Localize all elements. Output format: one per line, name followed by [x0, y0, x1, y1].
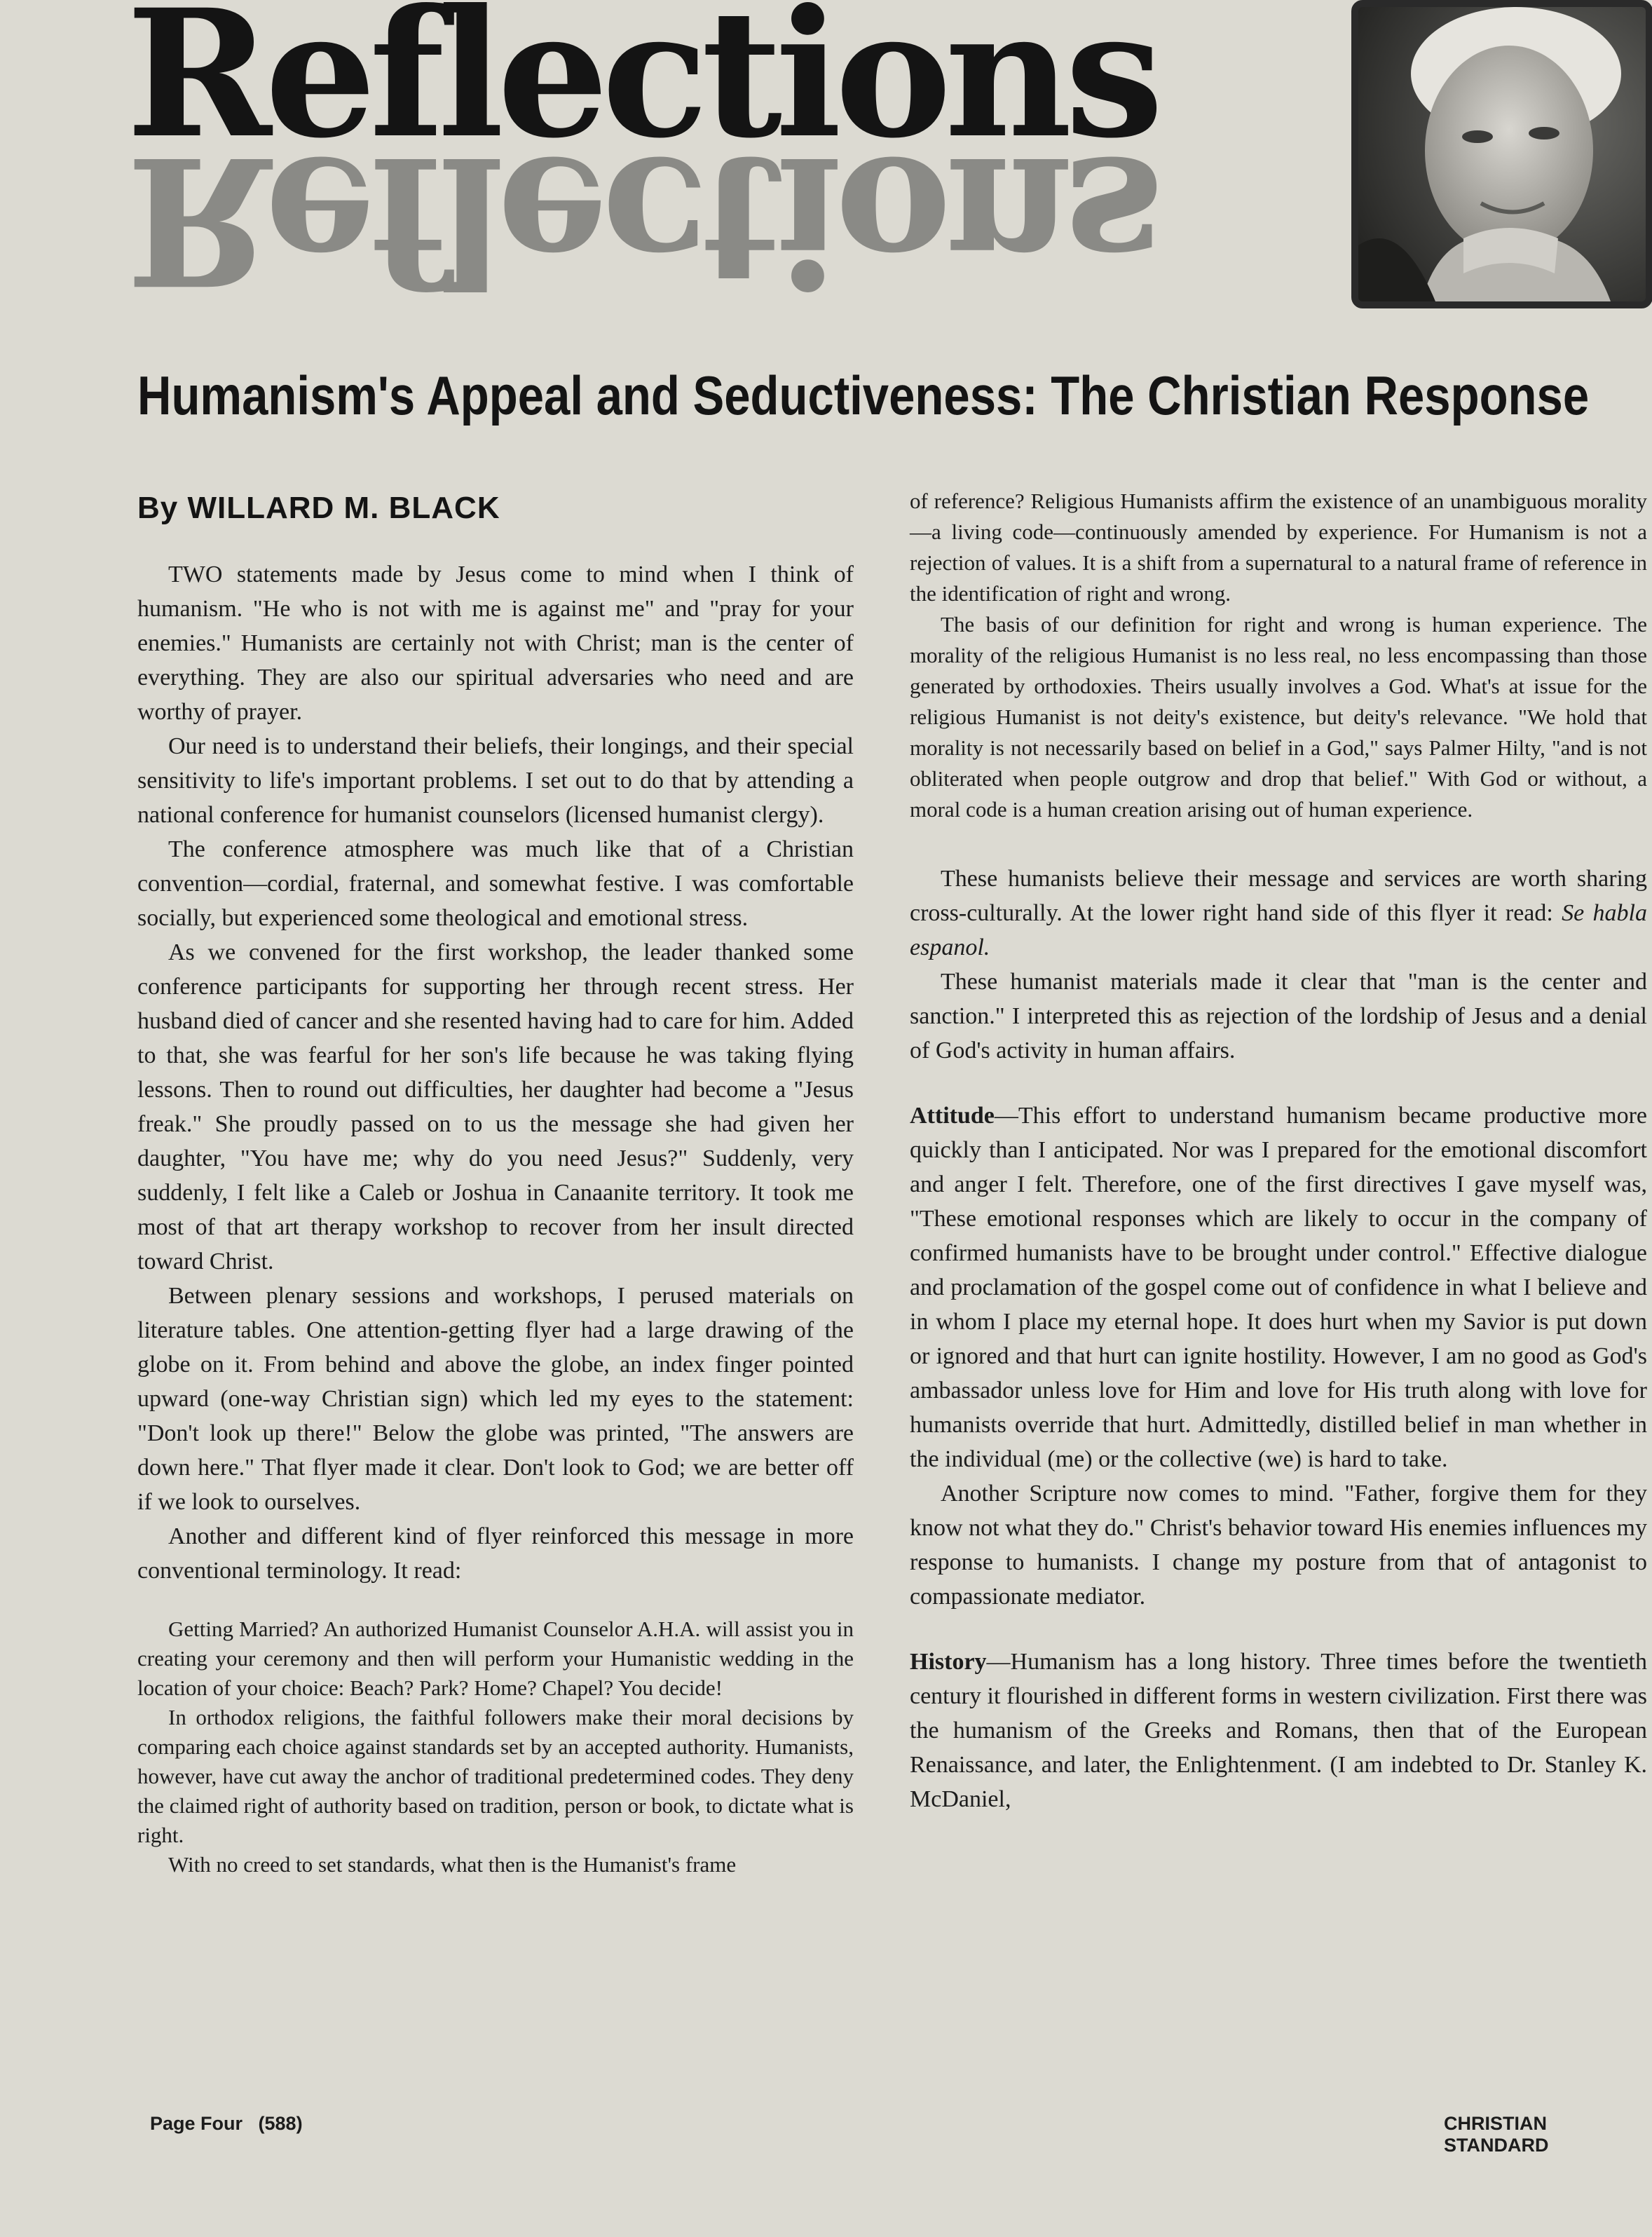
spanish-phrase: Se habla espanol. [910, 900, 1647, 960]
paragraph: Another and different kind of flyer reinforced this message in more conventional terminology. It read: [137, 1523, 854, 1584]
author-portrait [1351, 0, 1652, 308]
paragraph: TWO statements made by Jesus come to mind when I think of humanism. "He who is not with me is against me" and "pray for your enemies." Humanists are certainly not with Christ; man is the center of everything. They are also our spiritual adversaries who need and are worthy of prayer. [137, 562, 854, 725]
paragraph: These humanist materials made it clear that "man is the center and sanction." I interpreted this as rejection of the lordship of Jesus and a denial of God's activity in human affairs. [910, 969, 1647, 1063]
page-number: Page Four (588) [150, 2113, 303, 2134]
run-in-heading-attitude: Attitude [910, 1103, 995, 1129]
masthead-title: Reflections [126, 0, 1157, 177]
quoted-flyer-text [137, 1614, 854, 1879]
portrait-icon [1358, 7, 1646, 301]
paragraph: Our need is to understand their beliefs, their longings, and their special sensitivity to life's important problems. I set out to do that by attending a national conference for humanist counselors (licensed humanist clergy). [137, 733, 854, 828]
masthead [126, 0, 1318, 365]
masthead-title-reflection: Reflections [126, 118, 1157, 324]
quote-paragraph: In orthodox religions, the faithful followers make their moral decisions by comparing each choice against standards set by an accepted authority. Humanists, however, have cut away the anchor of traditional predetermined codes. They deny the claimed right of authority based on tradition, person or book, to dictate what is right. [137, 1705, 854, 1847]
history-section: History—Humanism has a long history. Three times before the twentieth century it flourished in different forms in western civilization. First there was the humanism of the Greeks and Romans, then that of the European Renaissance, and later, the Enlightenment. (I am indebted to Dr. Stanley K. McDaniel, [910, 1649, 1647, 1812]
quote-paragraph: Getting Married? An authorized Humanist Counselor A.H.A. will assist you in creating your ceremony and then will perform your Humanistic wedding in the location of your choice: Beach? Park? Home? Chapel? You decide! [137, 1617, 854, 1700]
paragraph: The conference atmosphere was much like that of a Christian convention—cordial, fraternal, and somewhat festive. I was comfortable socially, but experienced some theological and emotional stress. [137, 836, 854, 931]
column-left [137, 557, 854, 1899]
column-right [910, 486, 1647, 1816]
paragraph: These humanists believe their message and services are worth sharing cross-culturally. At the lower right hand side of this flyer it read: Se habla espanol. [910, 866, 1647, 960]
publication-name: CHRISTIAN STANDARD [1444, 2113, 1549, 2156]
paragraph: Between plenary sessions and workshops, I perused materials on literature tables. One attention-getting flyer had a large drawing of the globe on it. From behind and above the globe, an index finger pointed upward (one-way Christian sign) which led my eyes to the statement: "Don't look up there!" Below the globe was printed, "The answers are down here." That flyer made it clear. Don't look to God; we are better off if we look to ourselves. [137, 1283, 854, 1515]
quote-paragraph: of reference? Religious Humanists affirm the existence of an unambiguous morality—a living code—continuously amended by experience. For Humanism is not a rejection of values. It is a shift from a supernatural to a natural frame of reference in the identification of right and wrong. [910, 489, 1647, 606]
article-headline: Humanism's Appeal and Seductiveness: The Christian Response [137, 365, 1590, 426]
paragraph: Another Scripture now comes to mind. "Father, forgive them for they know not what they do." Christ's behavior toward His enemies influences my response to humanists. I change my posture from that of antagonist to compassionate mediator. [910, 1481, 1647, 1610]
paragraph: As we convened for the first workshop, the leader thanked some conference participants for supporting her through recent stress. Her husband died of cancer and she resented having had to care for him. Added to that, she was fearful for her son's life because he was taking flying lessons. Then to round out difficulties, her daughter had become a "Jesus freak." She proudly passed on to us the message she had given her daughter, "You have me; why do you need Jesus?" Suddenly, very suddenly, I felt like a Caleb or Joshua in Canaanite territory. It took me most of that art therapy workshop to recover from her insult directed toward Christ. [137, 939, 854, 1274]
quote-continuation [910, 486, 1647, 825]
byline: By WILLARD M. BLACK [137, 491, 500, 525]
run-in-heading-history: History [910, 1649, 987, 1675]
attitude-section: Attitude—This effort to understand humanism became productive more quickly than I anticipated. Nor was I prepared for the emotional discomfort and anger I felt. Therefore, one of the first directives I gave myself was, "These emotional responses which are likely to occur in the company of confirmed humanists have to be brought under control." Effective dialogue and proclamation of the gospel come out of confidence in what I believe and in whom I place my eternal hope. It does hurt when my Savior is put down or ignored and that hurt can ignite hostility. However, I am no good as God's ambassador unless love for Him and love for His truth along with love for humanists override that hurt. Admittedly, distilled belief in man whether in the individual (me) or the collective (we) is hard to take. [910, 1103, 1647, 1472]
quote-paragraph: With no creed to set standards, what then is the Humanist's frame [168, 1852, 737, 1877]
quote-paragraph: The basis of our definition for right and wrong is human experience. The morality of the religious Humanist is no less real, no less encompassing than those generated by orthodoxies. Theirs usually involves a God. What's at issue for the religious Humanist is not deity's existence, but deity's relevance. "We hold that morality is not necessarily based on belief in a God," says Palmer Hilty, "and is not obliterated when people outgrow and drop that belief." With God or without, a moral code is a human creation arising out of human experience. [910, 612, 1647, 822]
